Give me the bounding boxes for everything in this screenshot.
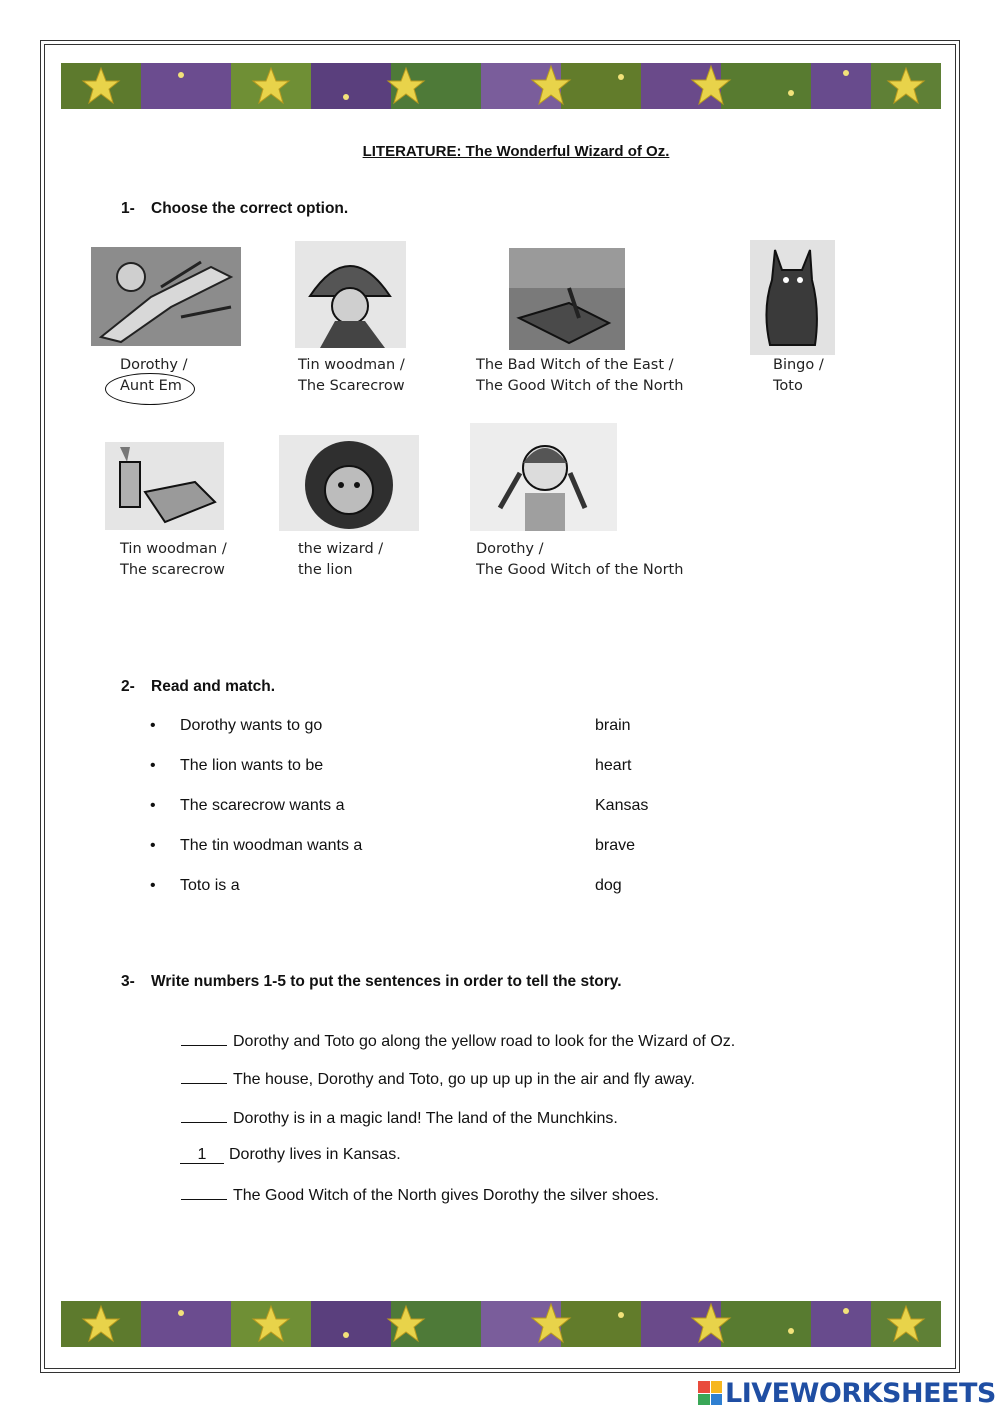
match-left-item[interactable]: • Toto is a: [150, 877, 240, 894]
worksheet-title: LITERATURE: The Wonderful Wizard of Oz.: [362, 143, 670, 160]
picture-tin-woodman: [105, 442, 224, 530]
sequence-item: The Good Witch of the North gives Dorothy the silver shoes.: [181, 1185, 659, 1205]
picture-girl-spinning: [91, 247, 241, 346]
match-right-item[interactable]: dog: [595, 877, 622, 894]
option-6: the wizard / the lion: [298, 541, 384, 578]
picture-girl-braids: [470, 423, 617, 531]
picture-dog: [750, 240, 835, 355]
section3-heading: 3- Write numbers 1-5 to put the sentences in order to tell the story.: [121, 973, 622, 990]
match-right-item[interactable]: brave: [595, 837, 636, 854]
sequence-item: Dorothy and Toto go along the yellow road to look for the Wizard of Oz.: [181, 1031, 735, 1051]
top-star-banner: [61, 63, 941, 109]
answer-circle[interactable]: [105, 373, 195, 405]
liveworksheets-logo[interactable]: LIVEWORKSHEETS: [698, 1378, 996, 1408]
match-left-item[interactable]: • The scarecrow wants a: [150, 797, 345, 814]
match-left-item[interactable]: • The lion wants to be: [150, 757, 324, 774]
option-7: Dorothy / The Good Witch of the North: [476, 541, 684, 578]
section1-heading: 1- Choose the correct option.: [121, 200, 349, 217]
match-left-item[interactable]: • The tin woodman wants a: [150, 837, 363, 854]
option-4: Bingo / Toto: [773, 357, 824, 394]
match-right-item[interactable]: brain: [595, 717, 631, 734]
match-left-item[interactable]: • Dorothy wants to go: [150, 717, 323, 734]
liveworksheets-icon: [698, 1381, 722, 1405]
match-right-item[interactable]: Kansas: [595, 797, 649, 814]
order-blank-input[interactable]: 1: [180, 1147, 224, 1164]
sequence-item: 1 Dorothy lives in Kansas.: [180, 1146, 401, 1164]
picture-scarecrow: [295, 241, 406, 348]
option-5: Tin woodman / The scarecrow: [120, 541, 227, 578]
match-right-item[interactable]: heart: [595, 757, 632, 774]
order-blank-input[interactable]: [181, 1031, 227, 1046]
order-blank-input[interactable]: [181, 1185, 227, 1200]
picture-lion: [279, 435, 419, 531]
sequence-item: The house, Dorothy and Toto, go up up up in the air and fly away.: [181, 1069, 695, 1089]
option-2: Tin woodman / The Scarecrow: [298, 357, 405, 394]
order-blank-input[interactable]: [181, 1108, 227, 1123]
option-3: The Bad Witch of the East / The Good Witch of the North: [476, 357, 684, 394]
sequence-item: Dorothy is in a magic land! The land of the Munchkins.: [181, 1108, 618, 1128]
order-blank-input[interactable]: [181, 1069, 227, 1084]
picture-house-on-witch: [509, 248, 625, 350]
section2-heading: 2- Read and match.: [121, 678, 276, 695]
option-1: Dorothy / Aunt Em: [120, 357, 188, 394]
bottom-star-banner: [61, 1301, 941, 1347]
